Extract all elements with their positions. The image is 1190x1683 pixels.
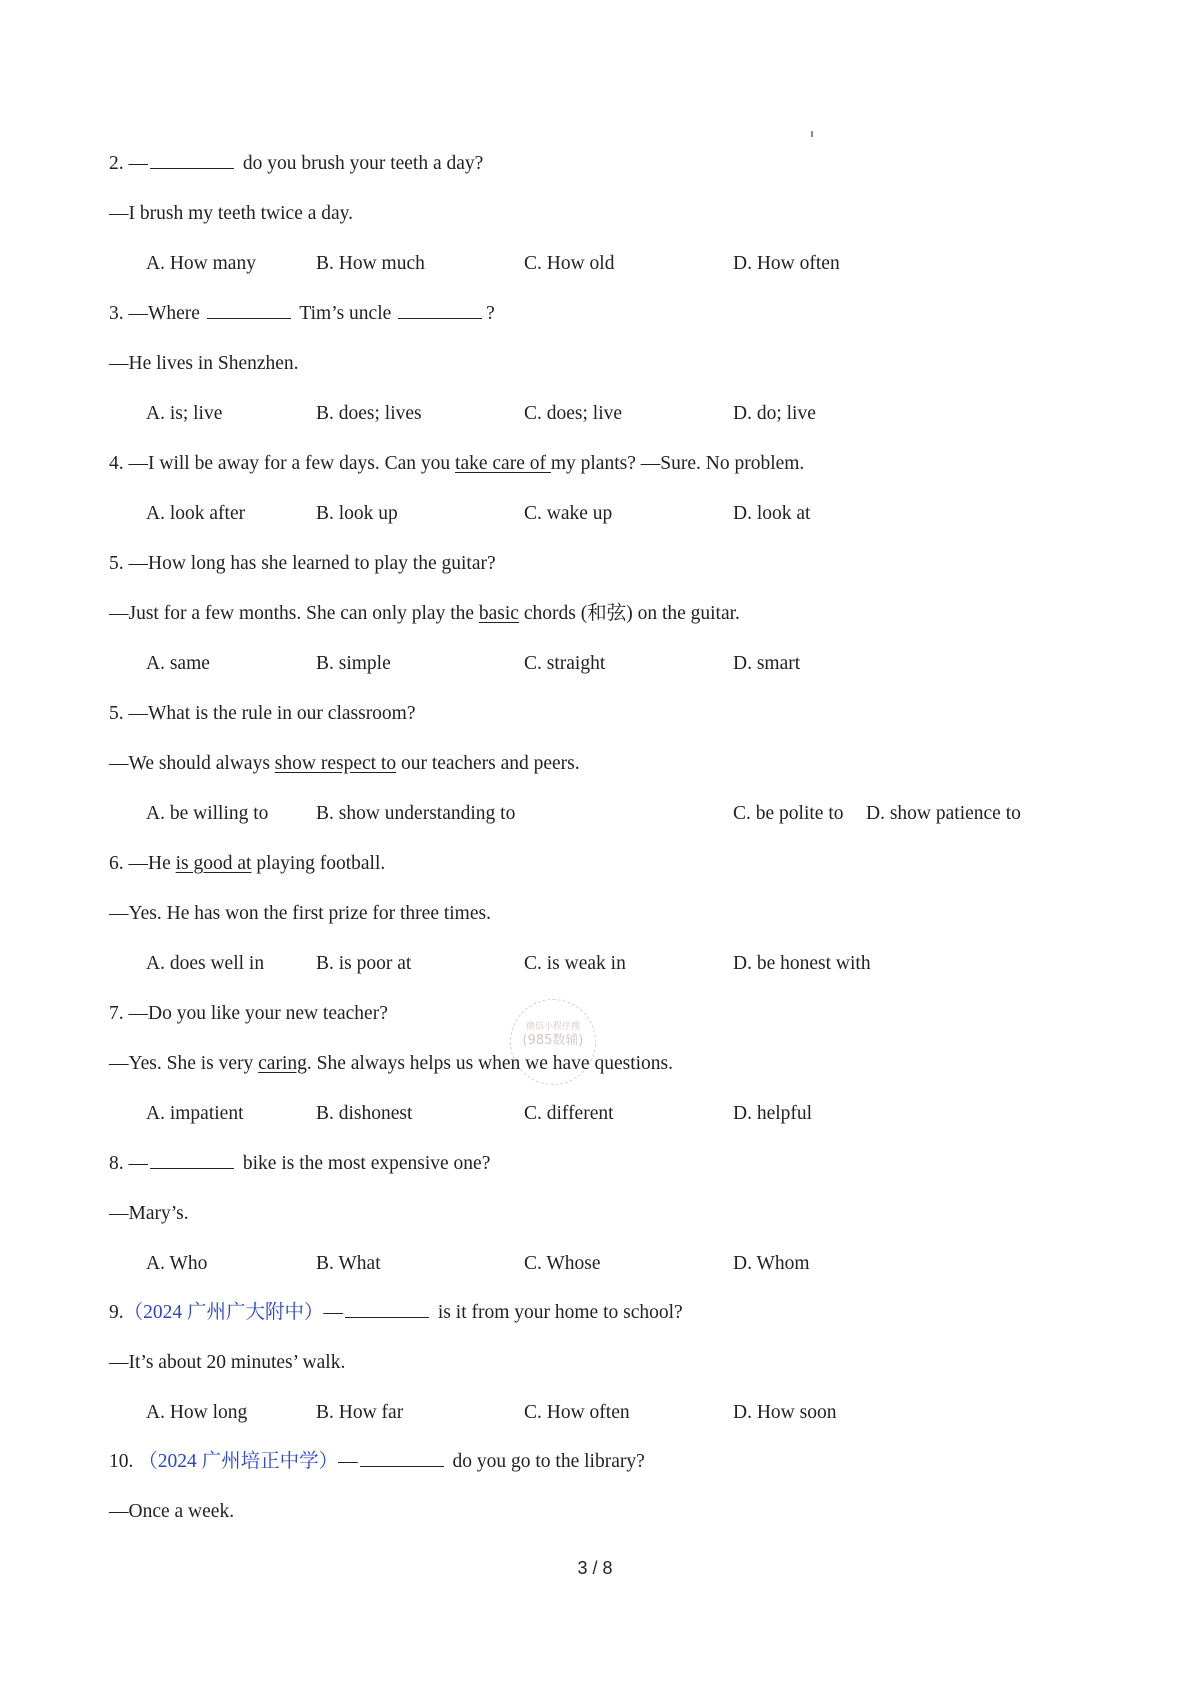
question-text: playing football. <box>251 853 386 874</box>
stamp-line-2: (985数辅) <box>522 1033 584 1048</box>
question-9-answer: —It’s about 20 minutes’ walk. <box>109 1352 346 1373</box>
underlined-word: basic <box>478 603 519 624</box>
question-10-answer: —Once a week. <box>109 1501 235 1522</box>
answer-blank <box>150 149 234 169</box>
question-4-options <box>0 499 1190 529</box>
option-a[interactable]: A. be willing to <box>146 803 269 824</box>
question-3-stem <box>109 299 495 329</box>
question-text: Where <box>148 303 205 324</box>
question-7-answer <box>109 1049 673 1079</box>
option-c[interactable]: C. does; live <box>524 403 623 424</box>
question-3-answer: —He lives in Shenzhen. <box>109 353 299 374</box>
question-text: bike is the most expensive one? <box>238 1153 491 1174</box>
question-text: do you go to the library? <box>447 1451 645 1472</box>
option-c[interactable]: C. different <box>524 1103 614 1124</box>
option-b[interactable]: B. dishonest <box>316 1103 413 1124</box>
question-2-options <box>0 249 1190 279</box>
option-d[interactable]: D. helpful <box>733 1103 813 1124</box>
source-tag: （2024 广州广大附中） <box>123 1302 324 1323</box>
question-6-options <box>0 949 1190 979</box>
option-c[interactable]: C. straight <box>524 653 606 674</box>
option-d[interactable]: D. How often <box>733 253 840 274</box>
option-b[interactable]: B. How much <box>316 253 425 274</box>
question-2-answer: —I brush my teeth twice a day. <box>109 203 354 224</box>
option-b[interactable]: B. What <box>316 1253 381 1274</box>
option-c[interactable]: C. be polite to <box>733 803 844 824</box>
answer-blank <box>207 299 291 319</box>
option-b[interactable]: B. simple <box>316 653 391 674</box>
question-5b-options <box>0 799 1190 829</box>
answer-text: —Yes. She is very <box>109 1053 259 1074</box>
question-number: 10. <box>109 1451 134 1472</box>
question-text: do you brush your teeth a day? <box>238 153 484 174</box>
option-a[interactable]: A. How many <box>146 253 256 274</box>
option-a[interactable]: A. is; live <box>146 403 223 424</box>
option-d[interactable]: D. show patience to <box>866 803 1021 824</box>
option-b[interactable]: B. does; lives <box>316 403 422 424</box>
option-a[interactable]: A. impatient <box>146 1103 244 1124</box>
option-d[interactable]: D. look at <box>733 503 811 524</box>
question-number: 7. — <box>109 1003 148 1024</box>
option-d[interactable]: D. be honest with <box>733 953 871 974</box>
answer-blank <box>150 1149 234 1169</box>
option-a[interactable]: A. Who <box>146 1253 208 1274</box>
answer-text: . She always helps us when we have questions. <box>306 1053 673 1074</box>
question-8-options <box>0 1249 1190 1279</box>
option-b[interactable]: B. show understanding to <box>316 803 516 824</box>
option-c[interactable]: C. is weak in <box>524 953 626 974</box>
question-text: He <box>148 853 176 874</box>
question-text: ? <box>486 303 495 324</box>
answer-text: chords (和弦) on the guitar. <box>518 603 740 624</box>
question-number: 3. — <box>109 303 148 324</box>
page-number: 3 / 8 <box>577 1558 613 1578</box>
option-c[interactable]: C. Whose <box>524 1253 601 1274</box>
question-8-stem <box>109 1149 490 1179</box>
question-number: 2. — <box>109 153 148 174</box>
question-2-stem <box>109 149 483 179</box>
dash: — <box>338 1451 358 1472</box>
answer-text: our teachers and peers. <box>396 753 580 774</box>
source-tag: （2024 广州培正中学） <box>138 1451 339 1472</box>
answer-blank <box>345 1298 429 1318</box>
option-d[interactable]: D. smart <box>733 653 801 674</box>
answer-text: —Just for a few months. She can only play the <box>109 603 479 624</box>
underlined-phrase: is good at <box>175 853 252 874</box>
question-text: What is the rule in our classroom? <box>148 703 416 724</box>
question-5a-stem <box>109 549 496 579</box>
question-5a-options <box>0 649 1190 679</box>
option-b[interactable]: B. is poor at <box>316 953 412 974</box>
option-a[interactable]: A. same <box>146 653 210 674</box>
question-6-answer: —Yes. He has won the first prize for three times. <box>109 903 491 924</box>
question-number: 8. — <box>109 1153 148 1174</box>
option-c[interactable]: C. How old <box>524 253 615 274</box>
underlined-phrase: show respect to <box>274 753 397 774</box>
option-a[interactable]: A. look after <box>146 503 246 524</box>
answer-blank <box>398 299 482 319</box>
question-10-stem <box>109 1447 645 1477</box>
option-c[interactable]: C. How often <box>524 1402 630 1423</box>
question-8-answer: —Mary’s. <box>109 1203 189 1224</box>
question-number: 5. — <box>109 703 148 724</box>
question-6-stem <box>109 849 385 879</box>
option-d[interactable]: D. Whom <box>733 1253 810 1274</box>
question-number: 9. <box>109 1302 124 1323</box>
question-text: is it from your home to school? <box>433 1302 683 1323</box>
underlined-word: caring <box>258 1053 307 1074</box>
option-a[interactable]: A. How long <box>146 1402 248 1423</box>
margin-tick <box>811 131 813 137</box>
answer-blank <box>360 1447 444 1467</box>
question-3-options <box>0 399 1190 429</box>
answer-text: —We should always <box>109 753 275 774</box>
option-c[interactable]: C. wake up <box>524 503 613 524</box>
question-5a-answer <box>109 599 740 629</box>
question-text: my plants? —Sure. No problem. <box>550 453 805 474</box>
question-text: How long has she learned to play the guitar? <box>148 553 496 574</box>
option-b[interactable]: B. look up <box>316 503 398 524</box>
option-a[interactable]: A. does well in <box>146 953 265 974</box>
dash: — <box>323 1302 344 1323</box>
underlined-phrase: take care of <box>455 453 551 474</box>
question-7-stem <box>109 999 388 1029</box>
question-number: 4. — <box>109 453 148 474</box>
question-7-options <box>0 1099 1190 1129</box>
question-5b-stem <box>109 699 416 729</box>
question-text: Tim’s uncle <box>294 303 397 324</box>
question-text: I will be away for a few days. Can you <box>148 453 456 474</box>
question-number: 5. — <box>109 553 148 574</box>
option-b[interactable]: B. How far <box>316 1402 404 1423</box>
stamp-line-1: 微信小程序搜 <box>525 1022 580 1032</box>
question-4-stem <box>109 449 804 479</box>
question-text: Do you like your new teacher? <box>148 1003 388 1024</box>
question-9-stem <box>109 1298 683 1328</box>
option-d[interactable]: D. do; live <box>733 403 816 424</box>
option-d[interactable]: D. How soon <box>733 1402 837 1423</box>
question-number: 6. — <box>109 853 148 874</box>
question-5b-answer <box>109 749 580 779</box>
question-9-options <box>0 1398 1190 1428</box>
